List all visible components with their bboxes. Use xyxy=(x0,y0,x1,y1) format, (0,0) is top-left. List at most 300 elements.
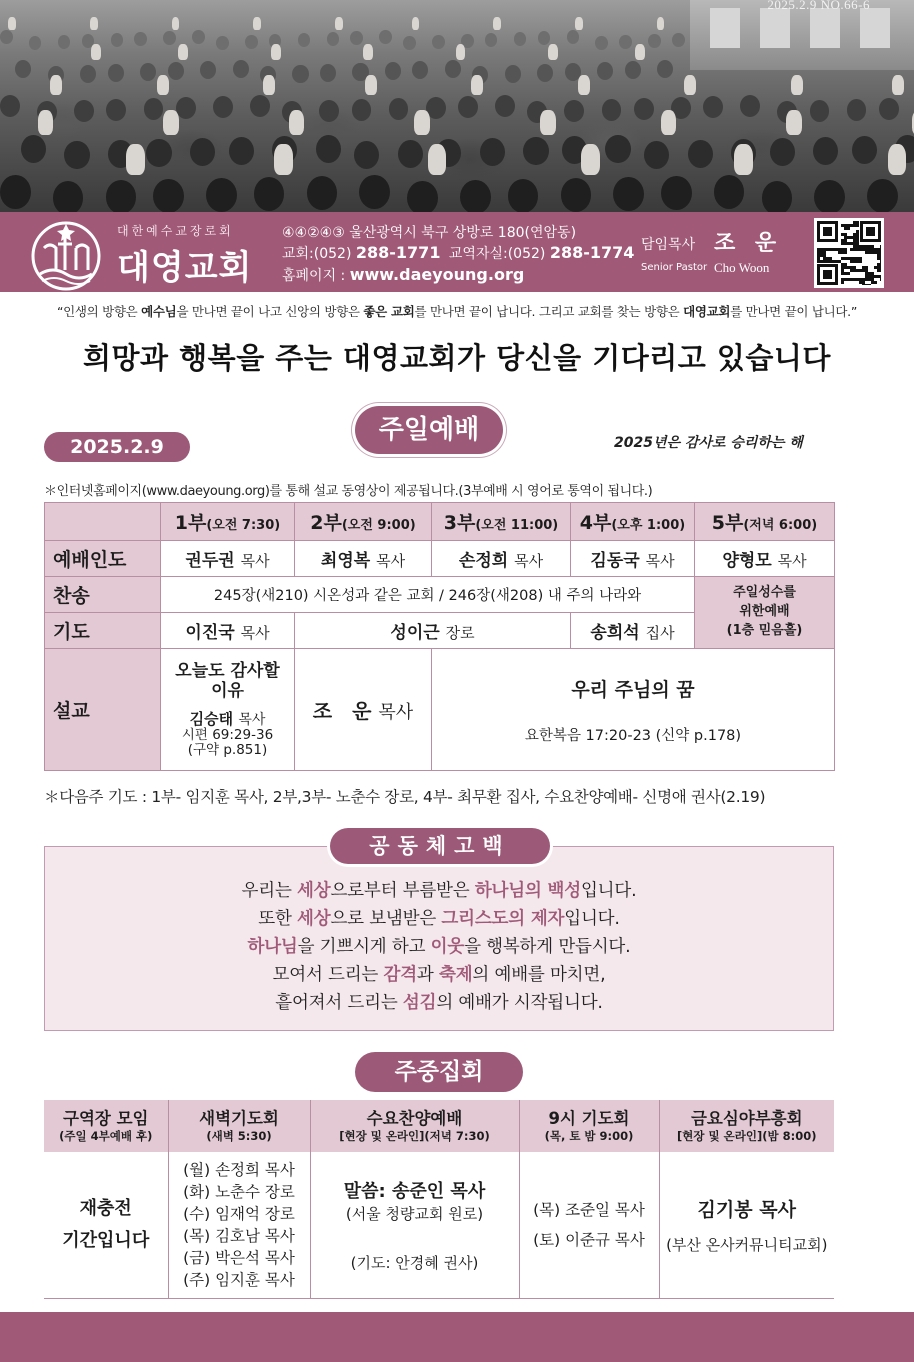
crowd-head xyxy=(867,179,898,212)
list-item: (월) 손정희 목사 xyxy=(183,1160,295,1179)
qr-module xyxy=(856,248,859,251)
qr-module xyxy=(868,248,871,251)
dawn-prayer-cell xyxy=(168,1152,310,1298)
crowd-head xyxy=(625,61,641,79)
confession-text: 으로부터 부름받은 xyxy=(330,881,475,901)
qr-module xyxy=(853,242,856,245)
qr-module xyxy=(868,275,871,278)
crowd-head xyxy=(412,61,428,79)
crowd-head xyxy=(714,175,745,209)
qr-module xyxy=(844,233,847,236)
crowd-head xyxy=(460,180,491,212)
raised-hand xyxy=(493,17,501,30)
qr-module xyxy=(880,275,881,278)
church-logo-icon xyxy=(28,218,104,294)
qr-module xyxy=(841,263,844,266)
qr-module xyxy=(841,272,844,275)
qr-module xyxy=(877,248,880,251)
crowd-head xyxy=(144,98,164,120)
confession-keyword: 감격 xyxy=(383,965,417,985)
main-preacher: 조 운 목사 xyxy=(295,649,432,771)
qr-module xyxy=(865,248,868,251)
raised-hand xyxy=(471,75,483,95)
table-corner xyxy=(45,503,161,541)
quote-bold: 예수님 xyxy=(141,304,177,319)
phone-line xyxy=(282,243,634,263)
crowd-head xyxy=(508,179,539,212)
qr-module xyxy=(880,266,881,269)
confession-text: 또한 xyxy=(258,909,298,929)
qr-module xyxy=(880,257,881,260)
stage-window xyxy=(810,8,840,48)
confession-title: 공동체고백 xyxy=(330,828,550,864)
crowd-head xyxy=(564,100,584,122)
qr-code-icon[interactable] xyxy=(814,218,884,288)
crowd-head xyxy=(350,31,363,45)
quote-bold: 대영교회 xyxy=(683,304,731,319)
raised-hand xyxy=(365,75,377,95)
raised-hand xyxy=(335,17,343,30)
worship-table xyxy=(44,502,835,771)
crowd-head xyxy=(354,141,379,169)
crowd-head xyxy=(605,135,630,163)
qr-module xyxy=(817,251,820,254)
qr-module xyxy=(856,221,859,224)
crowd-head xyxy=(58,35,71,49)
crowd-head xyxy=(770,138,795,166)
qr-module xyxy=(844,227,847,230)
crowd-head xyxy=(810,100,830,122)
qr-module xyxy=(850,224,853,227)
crowd-head xyxy=(847,99,867,121)
crowd-head xyxy=(398,140,423,168)
raised-hand xyxy=(126,144,145,175)
denomination: 대한예수교장로회 xyxy=(117,224,234,238)
crowd-head xyxy=(389,98,409,120)
crowd-head xyxy=(307,176,338,210)
address-line xyxy=(282,222,576,242)
confession-keyword: 그리스도의 제자 xyxy=(441,909,565,929)
crowd-head xyxy=(657,60,673,78)
crowd-head xyxy=(523,137,548,165)
qr-module xyxy=(874,251,877,254)
qr-module xyxy=(829,257,832,260)
qr-module xyxy=(850,266,853,269)
crowd-head xyxy=(111,33,124,47)
crowd-head xyxy=(480,138,505,166)
qr-module xyxy=(868,284,871,285)
service-header: 4부(오후 1:00) xyxy=(571,503,695,541)
crowd-head xyxy=(538,31,551,45)
crowd-head xyxy=(407,181,438,212)
congregation-photo xyxy=(0,0,914,212)
pastor-name: 조 운 xyxy=(714,230,783,256)
crowd-head xyxy=(648,34,661,48)
special-service-cell: 주일성수를 위한예배 (1층 믿음홀) xyxy=(695,577,835,649)
crowd-head xyxy=(80,65,96,83)
crowd-head xyxy=(250,95,270,117)
qr-module xyxy=(817,254,820,257)
crowd-head xyxy=(879,98,899,120)
confession-text: 우리는 xyxy=(241,881,298,901)
crowd-head xyxy=(813,137,838,165)
row-label-sermon: 설교 xyxy=(45,649,161,771)
office-number: 288-1774 xyxy=(549,243,635,262)
qr-module xyxy=(844,272,847,275)
pastor-en-label: Senior Pastor xyxy=(641,262,708,273)
meeting-header: 새벽기도회 (새벽 5:30) xyxy=(168,1100,310,1152)
qr-module xyxy=(868,245,871,248)
qr-module xyxy=(823,270,832,279)
raised-hand xyxy=(289,110,304,135)
qr-module xyxy=(871,278,874,281)
quote-bold: 좋은 교회 xyxy=(363,304,415,319)
quote-text: 을 만나면 끝이 나고 신앙의 방향은 xyxy=(176,304,364,319)
crowd-head xyxy=(672,33,685,47)
qr-module xyxy=(877,269,880,272)
raised-hand xyxy=(786,110,801,135)
qr-module xyxy=(847,242,850,245)
qr-module xyxy=(832,260,835,263)
crowd-head xyxy=(352,99,372,121)
phone-number: 288-1771 xyxy=(355,243,441,262)
crowd-head xyxy=(140,63,156,81)
confession-text: 입니다. xyxy=(580,881,637,901)
qr-module xyxy=(856,239,859,242)
qr-module xyxy=(856,278,859,281)
headline: 희망과 행복을 주는 대영교회가 당신을 기다리고 있습니다 xyxy=(83,341,831,375)
confession-line xyxy=(45,989,833,1017)
raised-hand xyxy=(263,75,275,95)
qr-module xyxy=(853,233,856,236)
qr-module xyxy=(841,266,844,269)
qr-module xyxy=(844,236,847,239)
office-label: 교역자실:(052) xyxy=(448,246,546,262)
qr-module xyxy=(841,257,844,260)
qr-module xyxy=(841,233,844,236)
qr-module xyxy=(841,248,844,251)
zip-code: ④④②④③ xyxy=(282,225,345,241)
qr-module xyxy=(844,263,847,266)
crowd-head xyxy=(106,180,137,212)
qr-module xyxy=(871,251,874,254)
qr-code-pattern xyxy=(817,221,881,285)
qr-module xyxy=(862,245,865,248)
leader-cell: 최영복 목사 xyxy=(295,541,432,577)
crowd-head xyxy=(537,64,553,82)
qr-module xyxy=(823,251,826,254)
qr-module xyxy=(859,260,862,263)
qr-module xyxy=(850,278,853,281)
wednesday-prayer: (기도: 안경혜 권사) xyxy=(350,1253,479,1272)
qr-module xyxy=(841,281,844,284)
qr-module xyxy=(823,248,826,251)
raised-hand xyxy=(892,75,904,95)
raised-hand xyxy=(157,75,169,95)
bulletin-date: 2025.2.9 xyxy=(44,432,190,462)
nine-oclock-prayer-cell xyxy=(519,1152,659,1298)
qr-module xyxy=(850,260,853,263)
qr-module xyxy=(874,266,877,269)
crowd-head xyxy=(229,137,254,165)
list-item: (토) 이준규 목사 xyxy=(533,1230,645,1249)
crowd-head xyxy=(762,181,793,212)
qr-module xyxy=(877,263,880,266)
crowd-head xyxy=(595,36,608,50)
qr-module xyxy=(853,257,856,260)
hymn-cell: 245장(새210) 시온성과 같은 교회 / 246장(새208) 내 주의 나라와 xyxy=(161,577,695,613)
crowd-head xyxy=(320,64,336,82)
pastor-label: 담임목사 xyxy=(641,237,696,253)
qr-module xyxy=(820,254,823,257)
crowd-head xyxy=(192,30,205,44)
qr-module xyxy=(844,278,847,281)
crowd-head xyxy=(688,140,713,168)
raised-hand xyxy=(734,144,753,175)
qr-module xyxy=(877,257,880,260)
crowd-head xyxy=(567,30,580,44)
qr-module xyxy=(844,257,847,260)
crowd-head xyxy=(505,65,521,83)
qr-module xyxy=(826,260,829,263)
crowd-head xyxy=(298,33,311,47)
issue-number: 2025.2.9 NO.66-6 xyxy=(767,0,870,12)
confession-text: 모여서 드리는 xyxy=(272,965,384,985)
qr-module xyxy=(868,272,871,275)
crowd-head xyxy=(21,135,46,163)
qr-module xyxy=(865,275,868,278)
confession-keyword: 섬김 xyxy=(402,993,437,1013)
qr-module xyxy=(865,278,868,281)
church-name: 대영교회 xyxy=(117,248,253,288)
qr-module xyxy=(856,269,859,272)
homepage-link[interactable]: www.daeyoung.org xyxy=(349,265,525,284)
crowd-head xyxy=(319,100,339,122)
raised-hand xyxy=(548,44,558,60)
qr-module xyxy=(862,266,865,269)
phone-label: 교회:(052) xyxy=(282,246,352,262)
crowd-head xyxy=(634,98,654,120)
leader-cell: 손정희 목사 xyxy=(432,541,571,577)
leader-cell: 권두권 목사 xyxy=(161,541,295,577)
qr-module xyxy=(850,269,853,272)
qr-module xyxy=(844,224,847,227)
row-label-leader: 예배인도 xyxy=(45,541,161,577)
qr-module xyxy=(877,251,880,254)
qr-module xyxy=(853,266,856,269)
crowd-head xyxy=(445,60,461,78)
qr-module xyxy=(844,251,847,254)
qr-module xyxy=(841,242,844,245)
qr-module xyxy=(832,248,835,251)
crowd-head xyxy=(29,36,42,50)
qr-module xyxy=(853,278,856,281)
qr-module xyxy=(841,269,844,272)
qr-module xyxy=(856,260,859,263)
raised-hand xyxy=(575,17,583,30)
qr-module xyxy=(823,260,826,263)
qr-module xyxy=(829,248,832,251)
qr-module xyxy=(856,257,859,260)
qr-module xyxy=(862,248,865,251)
sunday-worship-title: 주일예배 xyxy=(355,406,503,454)
crowd-head xyxy=(316,135,341,163)
motto-quote xyxy=(0,302,914,320)
crowd-head xyxy=(852,136,877,164)
raised-hand xyxy=(8,17,16,30)
raised-hand xyxy=(414,110,429,135)
qr-module xyxy=(850,257,853,260)
qr-module xyxy=(880,248,881,251)
meeting-header: 구역장 모임 (주일 4부예배 후) xyxy=(44,1100,168,1152)
qr-module xyxy=(853,245,856,248)
confession-text: 으로 보냄받은 xyxy=(330,909,442,929)
raised-hand xyxy=(178,44,188,60)
qr-module xyxy=(853,248,856,251)
qr-module xyxy=(856,224,859,227)
qr-module xyxy=(880,245,881,248)
meeting-header: 9시 기도회 (목, 토 밤 9:00) xyxy=(519,1100,659,1152)
confession-keyword: 세상 xyxy=(297,881,331,901)
qr-module xyxy=(859,257,862,260)
confession-box xyxy=(44,846,834,1031)
confession-keyword: 하나님 xyxy=(247,937,298,957)
qr-module xyxy=(847,272,850,275)
crowd-head xyxy=(0,30,13,44)
wednesday-service-cell xyxy=(310,1152,519,1298)
raised-hand xyxy=(363,44,373,60)
raised-hand xyxy=(684,75,696,95)
crowd-head xyxy=(0,95,20,117)
stage-window xyxy=(860,8,890,48)
qr-module xyxy=(871,245,874,248)
qr-module xyxy=(817,257,820,260)
next-week-prayer: ＊다음주 기도 : 1부- 임지훈 목사, 2부,3부- 노춘수 장로, 4부- 최무환 집사, 수요찬양예배- 신명애 권사(2.19) xyxy=(44,788,766,806)
qr-module xyxy=(862,269,865,272)
qr-module xyxy=(838,248,841,251)
crowd-head xyxy=(190,138,215,166)
qr-module xyxy=(859,281,862,284)
crowd-head xyxy=(814,180,845,212)
list-item: (수) 임재억 장로 xyxy=(183,1204,295,1223)
service-header: 1부(오전 7:30) xyxy=(161,503,295,541)
qr-module xyxy=(859,278,862,281)
qr-module xyxy=(871,275,874,278)
qr-module xyxy=(874,281,877,284)
crowd-head xyxy=(74,100,94,122)
prayer-cell: 성이근 장로 xyxy=(295,613,571,649)
qr-module xyxy=(823,254,826,257)
prayer-cell: 송희석 집사 xyxy=(571,613,695,649)
raised-hand xyxy=(540,110,555,135)
crowd-head xyxy=(146,139,171,167)
crowd-head xyxy=(740,95,760,117)
crowd-head xyxy=(245,35,258,49)
qr-module xyxy=(865,245,868,248)
quote-text: 를 만나면 끝이 납니다. 그리고 교회를 찾는 방향은 xyxy=(414,304,684,319)
qr-module xyxy=(838,260,841,263)
meeting-header: 금요심야부흥회 [현장 및 온라인](밤 8:00) xyxy=(659,1100,834,1152)
qr-module xyxy=(877,275,880,278)
raised-hand xyxy=(456,44,466,60)
raised-hand xyxy=(253,17,261,30)
sermon-reference: 요한복음 17:20-23 (신약 p.178) xyxy=(524,727,742,744)
raised-hand xyxy=(791,75,803,95)
confession-text: 을 행복하게 만듭시다. xyxy=(464,937,631,957)
confession-line xyxy=(45,905,833,933)
qr-module xyxy=(841,239,844,242)
qr-module xyxy=(862,281,865,284)
qr-module xyxy=(841,278,844,281)
raised-hand xyxy=(38,110,53,135)
crowd-head xyxy=(644,141,669,169)
qr-module xyxy=(856,230,859,233)
qr-module xyxy=(871,272,874,275)
confession-text: 을 기쁘시게 하고 xyxy=(297,937,431,957)
qr-module xyxy=(880,278,881,281)
qr-module xyxy=(866,227,875,236)
raised-hand xyxy=(661,110,676,135)
qr-module xyxy=(874,275,877,278)
qr-module xyxy=(820,251,823,254)
qr-module xyxy=(853,221,856,224)
qr-module xyxy=(850,248,853,251)
crowd-head xyxy=(458,96,478,118)
qr-module xyxy=(844,239,847,242)
crowd-head xyxy=(597,62,613,80)
qr-module xyxy=(847,266,850,269)
qr-module xyxy=(826,248,829,251)
crowd-head xyxy=(403,36,416,50)
confession-keyword: 이웃 xyxy=(430,937,465,957)
crowd-head xyxy=(233,60,249,78)
qr-module xyxy=(853,236,856,239)
crowd-head xyxy=(661,176,692,210)
qr-module xyxy=(877,254,880,257)
qr-module xyxy=(853,260,856,263)
meeting-header: 수요찬양예배 [현장 및 온라인](저녁 7:30) xyxy=(310,1100,519,1152)
row-label-hymn: 찬송 xyxy=(45,577,161,613)
raised-hand xyxy=(172,17,180,30)
prayer-cell: 이진국 목사 xyxy=(161,613,295,649)
raised-hand xyxy=(635,44,645,60)
service-header: 2부(오전 9:00) xyxy=(295,503,432,541)
qr-module xyxy=(856,242,859,245)
qr-module xyxy=(847,278,850,281)
qr-module xyxy=(841,251,844,254)
qr-module xyxy=(856,236,859,239)
year-theme: 2025년은 감사로 승리하는 해 xyxy=(614,435,803,451)
confession-line xyxy=(45,877,833,905)
list-item: (주) 임지훈 목사 xyxy=(183,1270,295,1289)
qr-module xyxy=(853,224,856,227)
confession-keyword: 세상 xyxy=(297,909,331,929)
crowd-head xyxy=(292,65,308,83)
crowd-head xyxy=(200,61,216,79)
qr-module xyxy=(856,233,859,236)
service-header: 5부(저녁 6:00) xyxy=(695,503,835,541)
qr-module xyxy=(859,269,862,272)
crowd-head xyxy=(0,175,31,209)
qr-module xyxy=(880,254,881,257)
weekly-meetings-title: 주중집회 xyxy=(355,1052,523,1092)
crowd-head xyxy=(703,96,723,118)
raised-hand xyxy=(412,17,420,30)
crowd-head xyxy=(53,181,84,212)
pastor-en-name: Cho Woon xyxy=(714,260,770,275)
list-item: (목) 조준일 목사 xyxy=(533,1200,645,1219)
qr-module xyxy=(880,260,881,263)
